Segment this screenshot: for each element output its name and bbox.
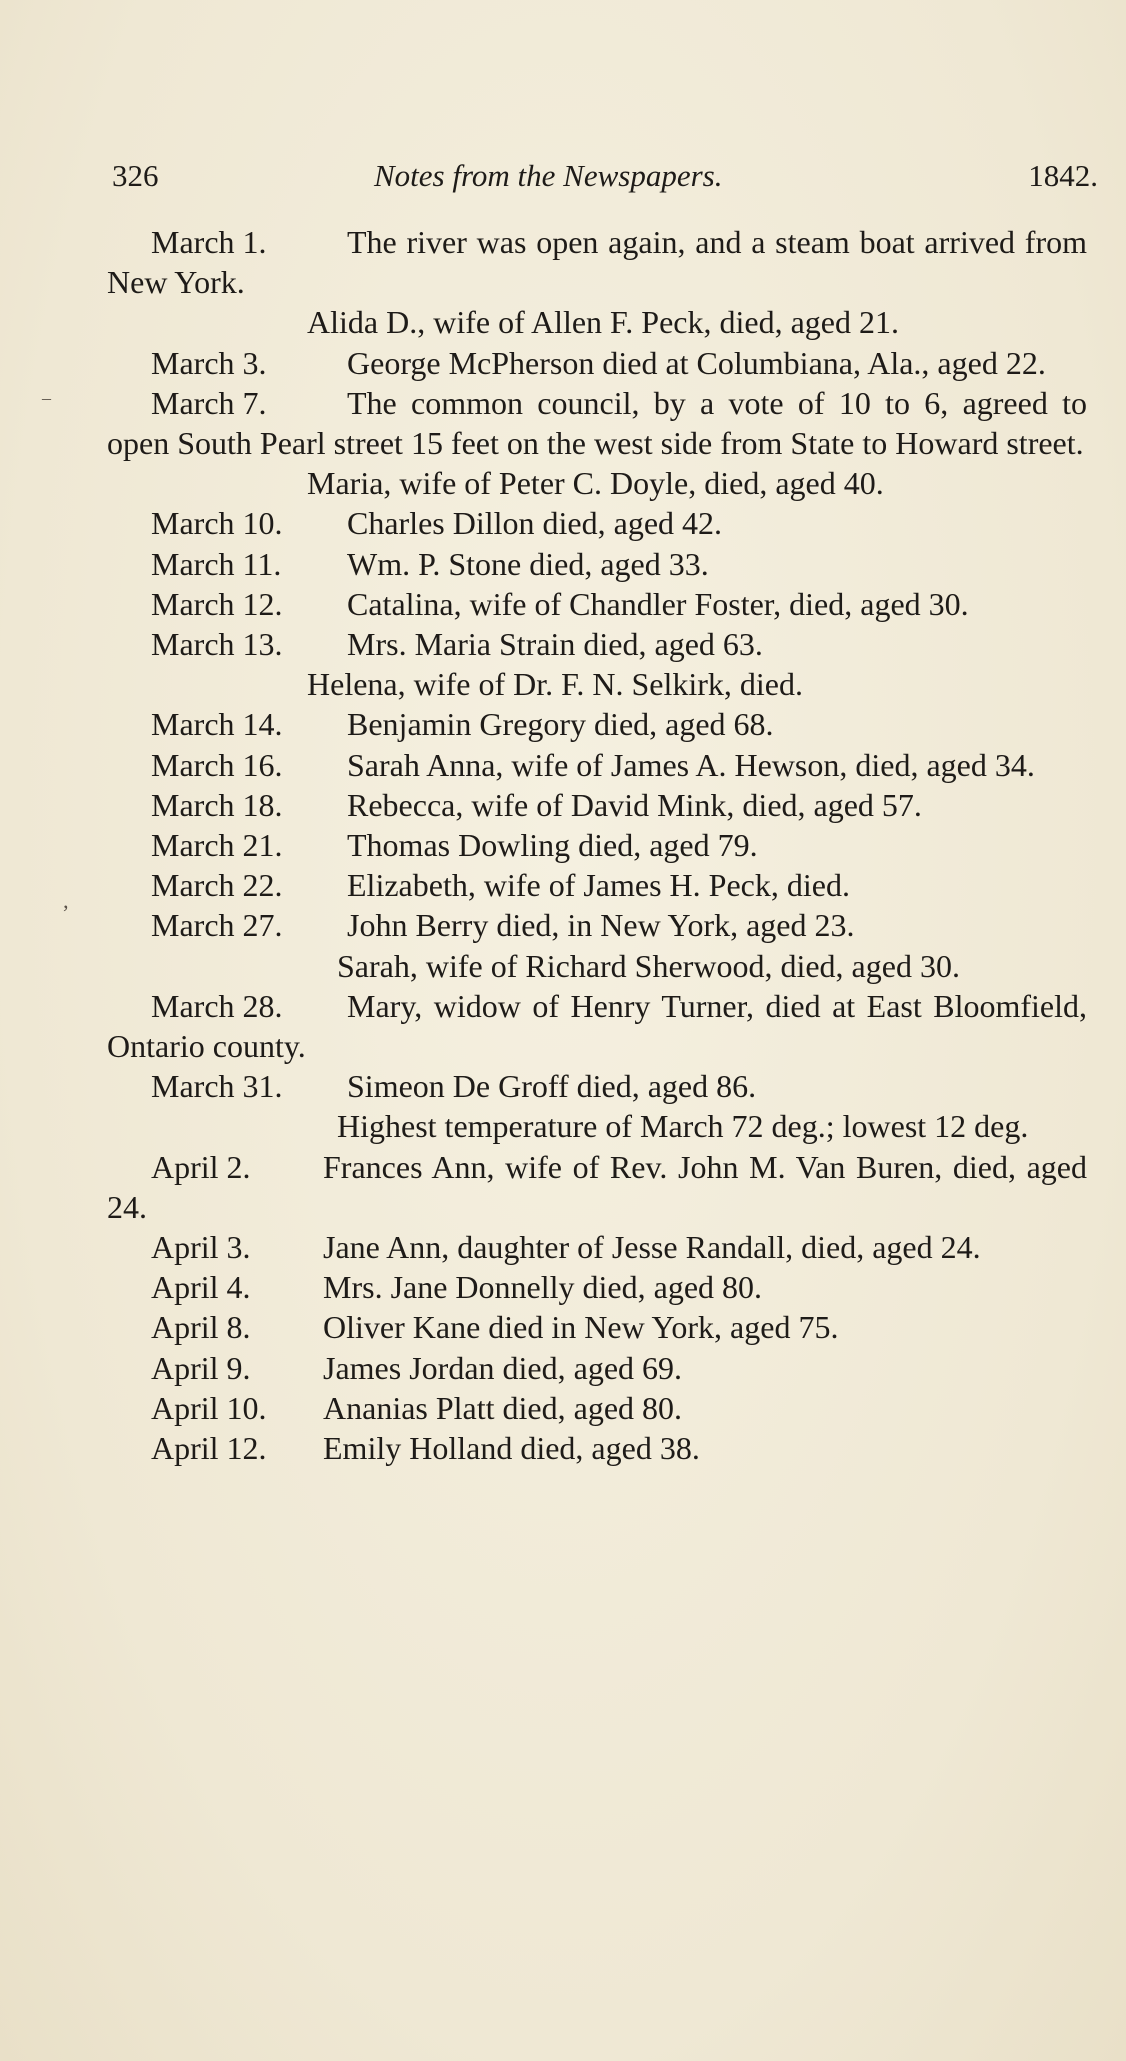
entry-text: The common council, by a vote of 10 to 6, agreed to open South Pearl street 15 feet on the west side from State to Howard street. <box>107 384 1087 462</box>
entry-text: Benjamin Gregory died, aged 68. <box>347 706 774 743</box>
entry <box>107 704 1087 744</box>
margin-mark: ‚ <box>62 888 70 913</box>
entry-sub: Maria, wife of Peter C. Doyle, died, aged 40. <box>307 465 884 502</box>
entry-text: Emily Holland died, aged 38. <box>323 1430 700 1467</box>
entry-sub: Alida D., wife of Allen F. Peck, died, aged 21. <box>307 304 899 341</box>
entry-date: March 10. <box>151 505 283 542</box>
running-title: Notes from the Newspapers. <box>374 158 723 193</box>
entry-date: March 1. <box>151 224 267 260</box>
entry-text: Mrs. Maria Strain died, aged 63. <box>347 626 763 663</box>
entry-date: March 7. <box>151 384 267 421</box>
entry <box>107 1388 1087 1428</box>
entry <box>107 1348 1087 1388</box>
entry-date: March 27. <box>151 907 283 944</box>
entry-date: April 8. <box>151 1309 251 1346</box>
entry-date: April 12. <box>151 1430 267 1467</box>
entry-text: James Jordan died, aged 69. <box>323 1349 683 1386</box>
entry-sub: Helena, wife of Dr. F. N. Selkirk, died. <box>307 666 803 703</box>
entry-date: March 21. <box>151 827 283 864</box>
entry <box>107 785 1087 825</box>
entry-text: Ananias Platt died, aged 80. <box>323 1389 683 1426</box>
entry-date: March 14. <box>151 706 283 743</box>
entry <box>107 584 1087 624</box>
entry-date: March 31. <box>151 1068 283 1105</box>
entry-date: April 4. <box>151 1269 251 1306</box>
entry-text: Sarah Anna, wife of James A. Hewson, died, aged 34. <box>347 746 1035 783</box>
entry-text: Thomas Dowling died, aged 79. <box>347 827 758 864</box>
entry <box>107 1066 1087 1106</box>
page-header <box>112 158 1102 198</box>
entry-date: March 13. <box>151 626 283 663</box>
page-number: 326 <box>112 158 159 193</box>
entry-date: March 11. <box>151 545 282 582</box>
entry <box>107 624 1087 664</box>
entry-date: April 10. <box>151 1389 267 1426</box>
entry-text: Wm. P. Stone died, aged 33. <box>347 545 709 582</box>
entry <box>107 1227 1087 1267</box>
entry-text: Charles Dillon died, aged 42. <box>347 505 723 542</box>
entry-sub: Sarah, wife of Richard Sherwood, died, aged 30. <box>337 947 960 984</box>
entry-date: April 9. <box>151 1349 251 1386</box>
entry <box>107 1147 1087 1227</box>
entry-text: Oliver Kane died in New York, aged 75. <box>323 1309 839 1346</box>
entry-date: March 12. <box>151 585 283 622</box>
entry <box>107 544 1087 584</box>
entry-text: Elizabeth, wife of James H. Peck, died. <box>347 867 850 904</box>
entry-text: Mrs. Jane Donnelly died, aged 80. <box>323 1269 763 1306</box>
entry-text: Mary, widow of Henry Turner, died at East Bloomfield, Ontario county. <box>107 987 1087 1065</box>
entry-date: March 18. <box>151 786 283 823</box>
entry-date: March 22. <box>151 867 283 904</box>
entry-text: The river was open again, and a steam boat arrived from New York. <box>107 224 1087 301</box>
entry <box>107 383 1087 463</box>
entry-date: March 16. <box>151 746 283 783</box>
entry <box>107 905 1087 945</box>
entry <box>107 1267 1087 1307</box>
header-year: 1842. <box>1028 158 1098 193</box>
entry <box>107 343 1087 383</box>
entry-text: Jane Ann, daughter of Jesse Randall, died, aged 24. <box>323 1229 981 1266</box>
entry-date: April 3. <box>151 1229 251 1266</box>
entry-text: John Berry died, in New York, aged 23. <box>347 907 855 944</box>
entry <box>107 1307 1087 1347</box>
entry-text: George McPherson died at Columbiana, Ala., aged 22. <box>347 344 1046 381</box>
entry <box>107 1428 1087 1468</box>
entry-text: Frances Ann, wife of Rev. John M. Van Buren, died, aged 24. <box>107 1148 1087 1225</box>
margin-mark: – <box>42 388 51 408</box>
entry <box>107 865 1087 905</box>
entry <box>107 222 1087 302</box>
page-body <box>107 222 1087 1468</box>
entry-date: April 2. <box>151 1148 251 1185</box>
entry-text: Catalina, wife of Chandler Foster, died, aged 30. <box>347 585 969 622</box>
entry-text: Rebecca, wife of David Mink, died, aged 57. <box>347 786 922 823</box>
entry <box>107 503 1087 543</box>
entry-text: Simeon De Groff died, aged 86. <box>347 1068 757 1105</box>
entry-date: March 28. <box>151 987 283 1024</box>
entry <box>107 986 1087 1066</box>
entry-sub: Highest temperature of March 72 deg.; lowest 12 deg. <box>337 1108 1029 1145</box>
entry-date: March 3. <box>151 344 267 381</box>
entry <box>107 825 1087 865</box>
entry <box>107 745 1087 785</box>
